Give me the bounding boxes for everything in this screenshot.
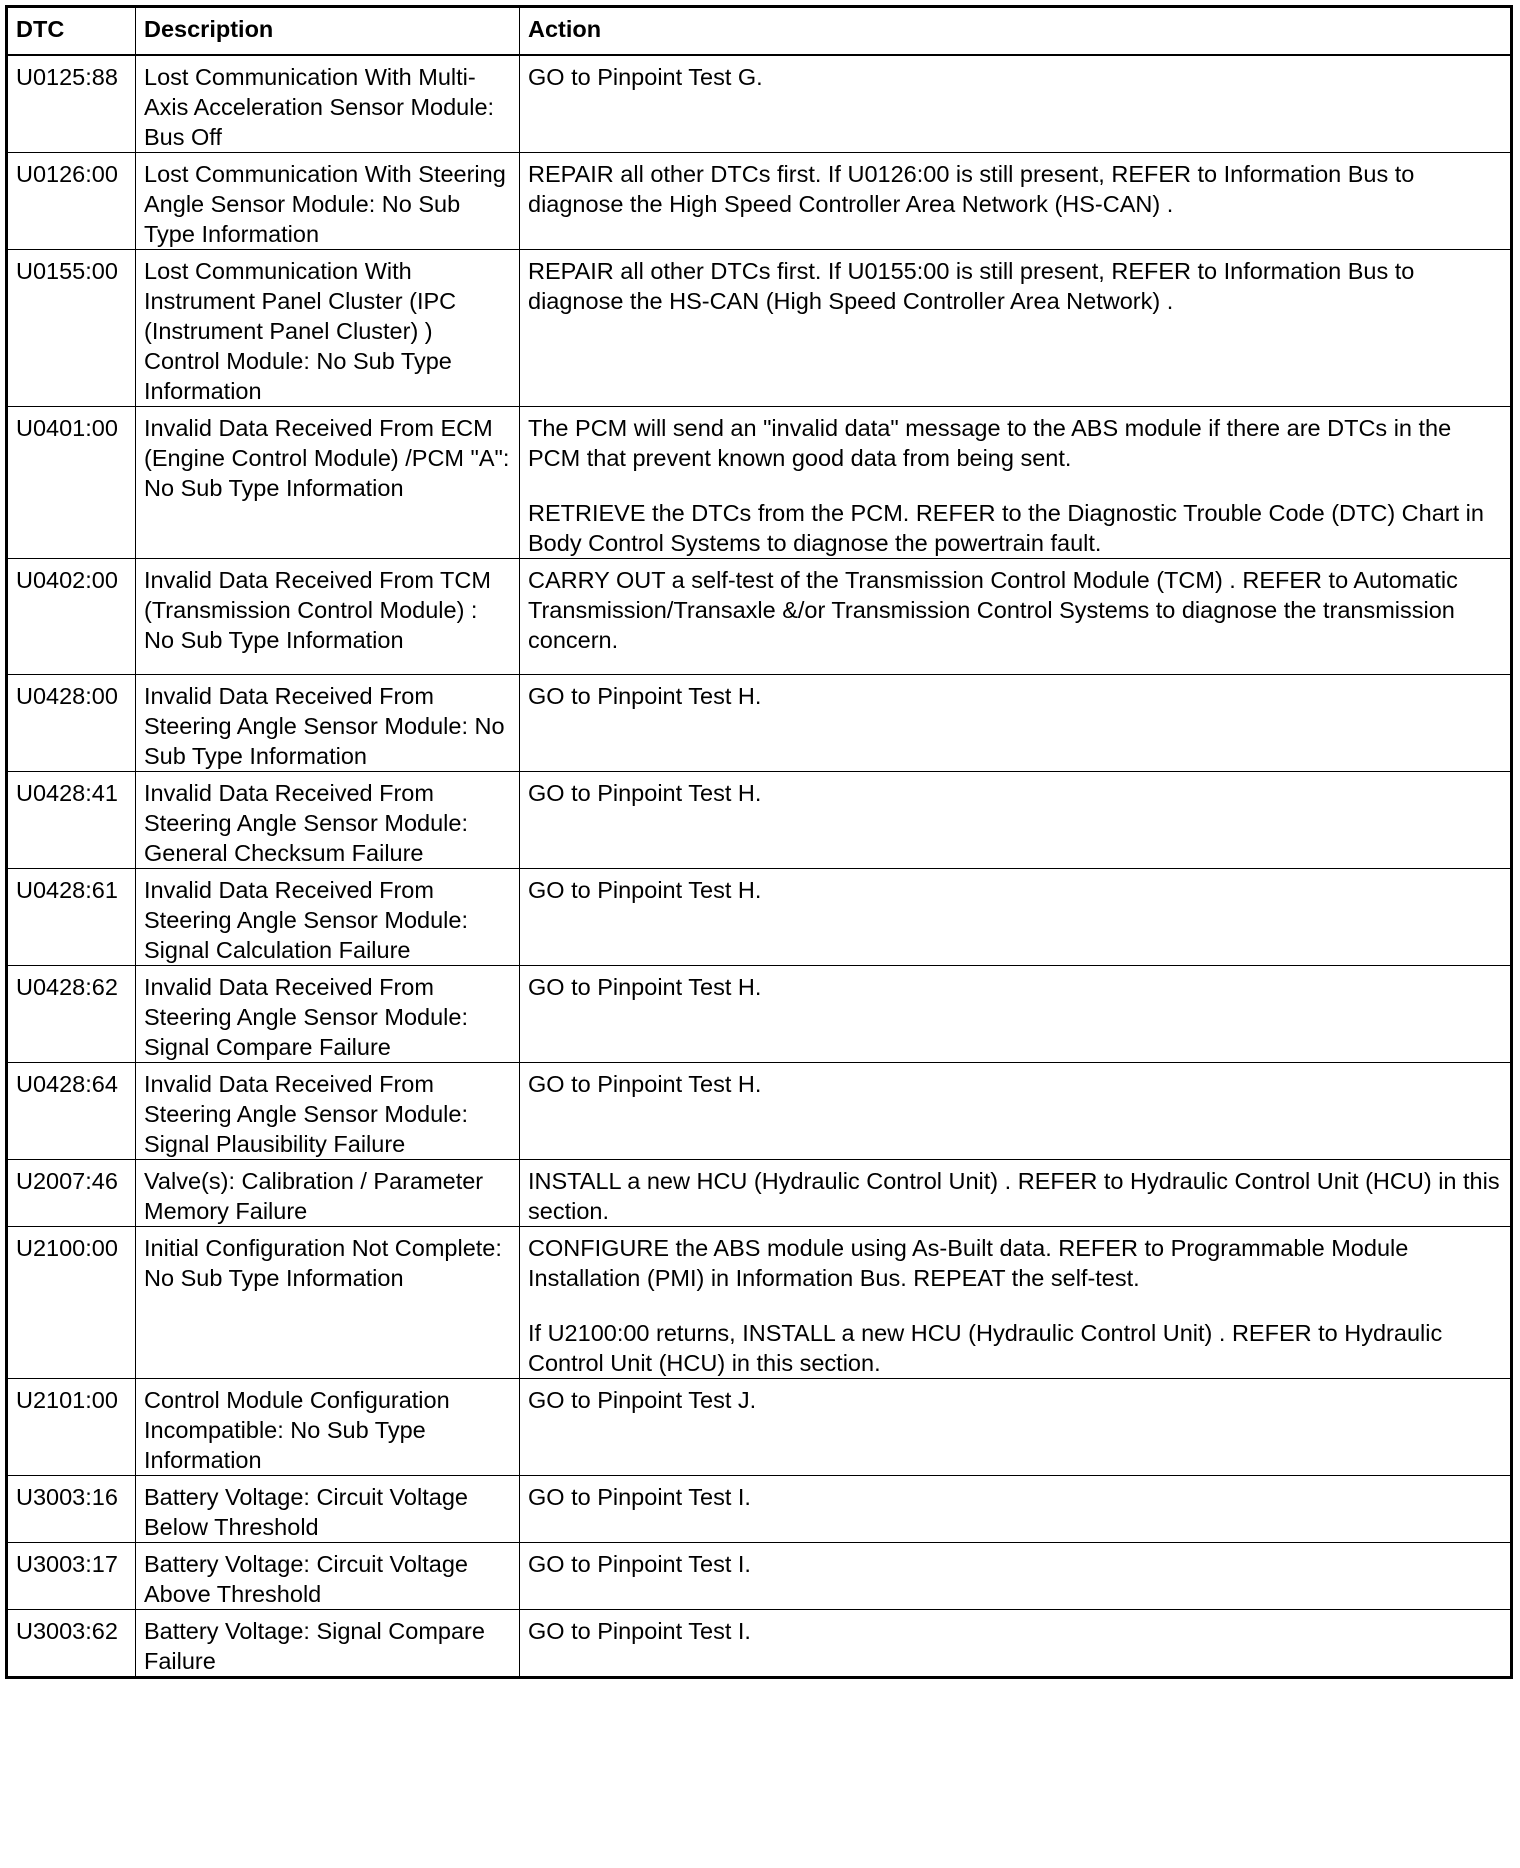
dtc-action bbox=[520, 675, 1512, 772]
dtc-code: U0402:00 bbox=[7, 559, 136, 675]
table-row bbox=[7, 1160, 1512, 1227]
action-paragraph: REPAIR all other DTCs first. If U0126:00 is still present, REFER to Information Bus to diagnose the High Speed Controller Area Network (HS-CAN) . bbox=[528, 161, 1415, 217]
table-row bbox=[7, 675, 1512, 772]
dtc-description: Invalid Data Received From Steering Angle Sensor Module: Signal Calculation Failure bbox=[136, 869, 520, 966]
dtc-code: U3003:16 bbox=[7, 1476, 136, 1543]
dtc-action bbox=[520, 1227, 1512, 1379]
dtc-action bbox=[520, 1476, 1512, 1543]
dtc-code: U3003:62 bbox=[7, 1610, 136, 1678]
dtc-description: Control Module Configuration Incompatible: No Sub Type Information bbox=[136, 1379, 520, 1476]
dtc-action bbox=[520, 407, 1512, 559]
action-paragraph: GO to Pinpoint Test J. bbox=[528, 1387, 757, 1413]
dtc-code: U0428:64 bbox=[7, 1063, 136, 1160]
dtc-action bbox=[520, 1610, 1512, 1678]
dtc-code: U2101:00 bbox=[7, 1379, 136, 1476]
dtc-description: Battery Voltage: Circuit Voltage Below Threshold bbox=[136, 1476, 520, 1543]
dtc-action bbox=[520, 559, 1512, 675]
table-row bbox=[7, 559, 1512, 675]
dtc-code: U0126:00 bbox=[7, 153, 136, 250]
dtc-code: U3003:17 bbox=[7, 1543, 136, 1610]
table-header-row bbox=[7, 7, 1512, 56]
dtc-description: Invalid Data Received From Steering Angle Sensor Module: General Checksum Failure bbox=[136, 772, 520, 869]
table-row bbox=[7, 772, 1512, 869]
action-paragraph: GO to Pinpoint Test H. bbox=[528, 1071, 762, 1097]
table-row bbox=[7, 1379, 1512, 1476]
dtc-description: Invalid Data Received From Steering Angle Sensor Module: Signal Plausibility Failure bbox=[136, 1063, 520, 1160]
dtc-action bbox=[520, 250, 1512, 407]
dtc-description: Invalid Data Received From Steering Angle Sensor Module: Signal Compare Failure bbox=[136, 966, 520, 1063]
dtc-action bbox=[520, 772, 1512, 869]
dtc-action bbox=[520, 1543, 1512, 1610]
dtc-action bbox=[520, 1160, 1512, 1227]
action-paragraph: CONFIGURE the ABS module using As-Built data. REFER to Programmable Module Installation (PMI) in Information Bus. REPEAT the self-test. bbox=[528, 1235, 1409, 1291]
dtc-action bbox=[520, 55, 1512, 153]
action-paragraph: GO to Pinpoint Test H. bbox=[528, 683, 762, 709]
dtc-description: Battery Voltage: Circuit Voltage Above Threshold bbox=[136, 1543, 520, 1610]
dtc-code: U0428:62 bbox=[7, 966, 136, 1063]
dtc-description: Lost Communication With Instrument Panel Cluster (IPC (Instrument Panel Cluster) ) Control Module: No Sub Type Information bbox=[136, 250, 520, 407]
dtc-table bbox=[5, 5, 1513, 1679]
table-row bbox=[7, 1543, 1512, 1610]
dtc-description: Invalid Data Received From Steering Angle Sensor Module: No Sub Type Information bbox=[136, 675, 520, 772]
dtc-action bbox=[520, 1379, 1512, 1476]
header-dtc: DTC bbox=[7, 7, 136, 56]
dtc-description: Lost Communication With Multi-Axis Acceleration Sensor Module: Bus Off bbox=[136, 55, 520, 153]
header-action: Action bbox=[520, 7, 1512, 56]
dtc-code: U0401:00 bbox=[7, 407, 136, 559]
action-paragraph: INSTALL a new HCU (Hydraulic Control Unit) . REFER to Hydraulic Control Unit (HCU) in this section. bbox=[528, 1168, 1500, 1224]
action-paragraph: GO to Pinpoint Test I. bbox=[528, 1484, 751, 1510]
table-row bbox=[7, 153, 1512, 250]
action-paragraph: CARRY OUT a self-test of the Transmission Control Module (TCM) . REFER to Automatic Transmission/Transaxle &/or Transmission Control Systems to diagnose the transmission concern. bbox=[528, 567, 1458, 653]
action-paragraph: GO to Pinpoint Test H. bbox=[528, 780, 762, 806]
dtc-description: Invalid Data Received From TCM (Transmission Control Module) : No Sub Type Information bbox=[136, 559, 520, 675]
action-paragraph: GO to Pinpoint Test H. bbox=[528, 974, 762, 1000]
dtc-description: Valve(s): Calibration / Parameter Memory Failure bbox=[136, 1160, 520, 1227]
table-row bbox=[7, 407, 1512, 559]
table-row bbox=[7, 869, 1512, 966]
dtc-action bbox=[520, 153, 1512, 250]
dtc-code: U0428:00 bbox=[7, 675, 136, 772]
action-paragraph: GO to Pinpoint Test H. bbox=[528, 877, 762, 903]
dtc-description: Lost Communication With Steering Angle Sensor Module: No Sub Type Information bbox=[136, 153, 520, 250]
action-paragraph: GO to Pinpoint Test I. bbox=[528, 1618, 751, 1644]
table-row bbox=[7, 1227, 1512, 1379]
dtc-description: Invalid Data Received From ECM (Engine Control Module) /PCM "A": No Sub Type Information bbox=[136, 407, 520, 559]
dtc-action bbox=[520, 1063, 1512, 1160]
dtc-code: U2007:46 bbox=[7, 1160, 136, 1227]
table-row bbox=[7, 966, 1512, 1063]
action-paragraph: GO to Pinpoint Test I. bbox=[528, 1551, 751, 1577]
dtc-code: U0428:41 bbox=[7, 772, 136, 869]
table-row bbox=[7, 1063, 1512, 1160]
dtc-code: U0428:61 bbox=[7, 869, 136, 966]
header-description: Description bbox=[136, 7, 520, 56]
table-row bbox=[7, 1610, 1512, 1678]
dtc-code: U0155:00 bbox=[7, 250, 136, 407]
action-paragraph: RETRIEVE the DTCs from the PCM. REFER to the Diagnostic Trouble Code (DTC) Chart in Body Control Systems to diagnose the powertrain fault. bbox=[528, 500, 1484, 556]
table-row bbox=[7, 55, 1512, 153]
action-paragraph: The PCM will send an "invalid data" message to the ABS module if there are DTCs in the PCM that prevent known good data from being sent. bbox=[528, 415, 1452, 471]
dtc-action bbox=[520, 869, 1512, 966]
table-row bbox=[7, 1476, 1512, 1543]
action-paragraph: If U2100:00 returns, INSTALL a new HCU (Hydraulic Control Unit) . REFER to Hydraulic Control Unit (HCU) in this section. bbox=[528, 1320, 1443, 1376]
dtc-code: U2100:00 bbox=[7, 1227, 136, 1379]
dtc-description: Initial Configuration Not Complete: No Sub Type Information bbox=[136, 1227, 520, 1379]
dtc-description: Battery Voltage: Signal Compare Failure bbox=[136, 1610, 520, 1678]
action-paragraph: REPAIR all other DTCs first. If U0155:00 is still present, REFER to Information Bus to diagnose the HS-CAN (High Speed Controller Area Network) . bbox=[528, 258, 1415, 314]
dtc-code: U0125:88 bbox=[7, 55, 136, 153]
table-row bbox=[7, 250, 1512, 407]
dtc-action bbox=[520, 966, 1512, 1063]
action-paragraph: GO to Pinpoint Test G. bbox=[528, 64, 763, 90]
